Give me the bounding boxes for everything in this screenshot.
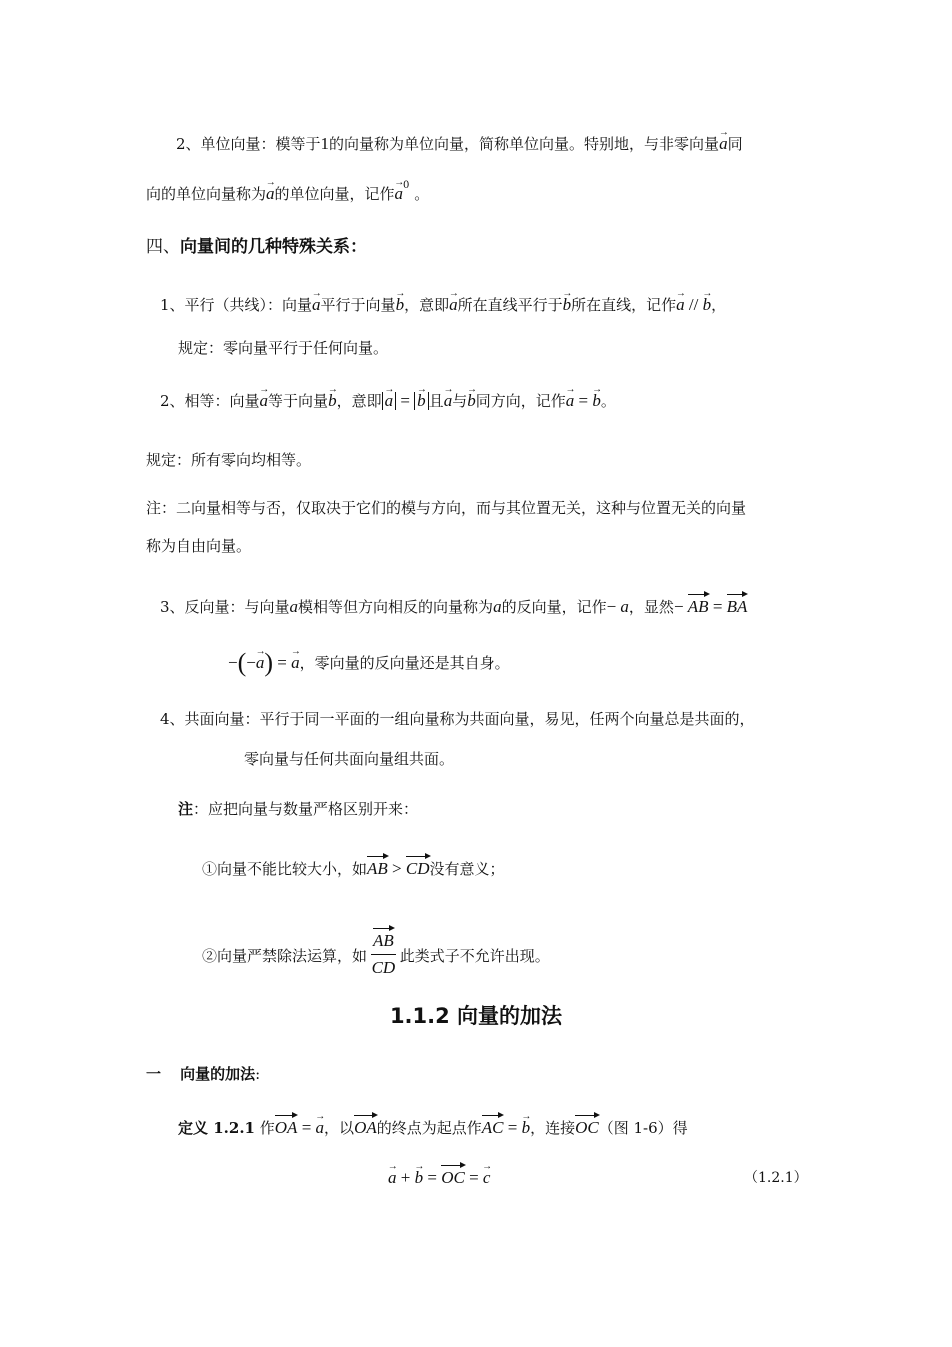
text: 。 xyxy=(600,392,616,410)
sub-heading-text: 向量的加法 xyxy=(180,1065,256,1083)
text: ，显然 xyxy=(628,598,674,616)
symbol-a: a xyxy=(493,597,502,616)
note-item-1 xyxy=(202,856,505,880)
opposite-line1 xyxy=(160,594,747,618)
text: 所在直线平行于 xyxy=(457,296,563,314)
text: 与 xyxy=(452,392,468,410)
unit-vector-line1 xyxy=(176,133,743,155)
equals-sign: = xyxy=(396,391,415,410)
text: 2、相等：向量 xyxy=(160,392,260,410)
text: 向的单位向量称为 xyxy=(146,185,267,203)
text: ：应把向量与数量严格区别开来： xyxy=(193,800,419,818)
superscript-zero: 0 xyxy=(403,180,410,191)
text: 3、反向量：与向量 xyxy=(160,598,290,616)
text: 同 xyxy=(727,135,743,153)
heading-number: 四、 xyxy=(146,237,180,257)
vector-oc: OC xyxy=(575,1115,599,1139)
text: 2、单位向量：模等于 xyxy=(176,135,321,153)
text: 模相等但方向相反的向量称为 xyxy=(298,598,494,616)
opposite-line2 xyxy=(228,648,510,677)
parallel-rule: 规定：零向量平行于任何向量。 xyxy=(178,339,389,357)
vector-a: → a xyxy=(676,294,685,316)
equation-1-2-1 xyxy=(388,1165,490,1189)
parallel-line xyxy=(160,294,726,316)
text: 且 xyxy=(428,392,444,410)
symbol-neg-a: − a xyxy=(606,597,629,616)
text: （图 1-6）得 xyxy=(598,1119,688,1137)
heading-text: 向量间的几种特殊关系： xyxy=(180,237,367,257)
text: ①向量不能比较大小，如 xyxy=(202,860,368,878)
fraction-ab-over-cd: $\frac{AB}{CD}$ xyxy=(371,928,396,979)
sub-heading-colon: : xyxy=(255,1065,261,1083)
sub-heading xyxy=(146,1063,260,1085)
text: 的终点为起点作 xyxy=(376,1119,482,1137)
text: 此类式子不允许出现。 xyxy=(399,947,550,965)
formula-ac-eq-b: AC = → b xyxy=(482,1118,530,1137)
formula-oa-eq-a: OA = → a xyxy=(275,1118,324,1137)
note-item-2 xyxy=(202,928,550,979)
vector-b: → b xyxy=(328,390,337,412)
text: 作 xyxy=(259,1119,275,1137)
text: 的向量称为单位向量，简称单位向量。特别地，与非零向量 xyxy=(329,135,720,153)
text: 的反向量，记作 xyxy=(501,598,607,616)
text: 。 xyxy=(414,185,430,203)
formula-ab-gt-cd: AB > CD xyxy=(367,859,430,878)
vector-a: → a xyxy=(266,183,275,205)
text: ，以 xyxy=(324,1119,355,1137)
text: 同方向，记作 xyxy=(475,392,566,410)
definition-label: 定义 1.2.1 xyxy=(178,1119,255,1137)
number-one: 1 xyxy=(320,134,330,153)
text: ，零向量的反向量还是其自身。 xyxy=(299,654,510,672)
equation-number: （1.2.1） xyxy=(744,1170,808,1186)
sub-heading-number: 一 xyxy=(146,1065,162,1083)
vector-a: → a xyxy=(719,133,728,155)
modulus-a: → a xyxy=(382,392,397,410)
coplanar-line2: 零向量与任何共面向量组共面。 xyxy=(244,750,455,768)
text: ，意即 xyxy=(336,392,382,410)
equal-note-line2: 称为自由向量。 xyxy=(146,537,252,555)
parallel-symbol: // xyxy=(684,295,703,314)
equal-rule: 规定：所有零向均相等。 xyxy=(146,451,312,469)
text: 等于向量 xyxy=(268,392,329,410)
formula-double-neg: −(−→ a) = → a xyxy=(228,653,300,672)
formula-a-plus-b: → a + → b = OC = → c xyxy=(388,1168,490,1187)
symbol-a: a xyxy=(289,597,299,616)
equal-note-line1: 注：二向量相等与否，仅取决于它们的模与方向，而与其位置无关，这种与位置无关的向量 xyxy=(146,499,747,517)
vector-b: → b xyxy=(563,294,572,316)
vector-a: → a xyxy=(260,390,269,412)
text: ②向量严禁除法运算，如 xyxy=(202,947,368,965)
section-title: 1.1.2 向量的加法 xyxy=(389,1004,563,1028)
text: 没有意义； xyxy=(429,860,505,878)
vector-a: → a xyxy=(395,183,404,205)
equals-sign: = xyxy=(574,391,593,410)
modulus-b: → b xyxy=(414,392,429,410)
text: ， xyxy=(711,296,727,314)
text: 1、平行（共线）：向量 xyxy=(160,296,313,314)
text: 所在直线，记作 xyxy=(571,296,677,314)
note-label: 注 xyxy=(178,800,194,818)
unit-vector-line2 xyxy=(146,180,430,208)
vector-b: → b xyxy=(592,390,601,412)
text: 的单位向量，记作 xyxy=(274,185,395,203)
equal-line xyxy=(160,390,616,412)
text: 平行于向量 xyxy=(320,296,396,314)
vector-a: → a xyxy=(449,294,458,316)
vector-a: → a xyxy=(444,390,453,412)
vector-oa: OA xyxy=(354,1115,377,1139)
text: ，意即 xyxy=(404,296,450,314)
vector-b: → b xyxy=(467,390,476,412)
text: ，连接 xyxy=(530,1119,576,1137)
note-line xyxy=(178,798,418,820)
vector-a: → a xyxy=(312,294,321,316)
vector-b: → b xyxy=(396,294,405,316)
vector-b: → b xyxy=(703,294,712,316)
definition-line xyxy=(178,1115,688,1139)
section-4-heading xyxy=(146,236,367,258)
coplanar-line1: 4、共面向量：平行于同一平面的一组向量称为共面向量，易见，任两个向量总是共面的， xyxy=(160,710,755,728)
formula-neg-ab: − AB = BA xyxy=(674,597,748,616)
vector-a: → a xyxy=(566,390,575,412)
